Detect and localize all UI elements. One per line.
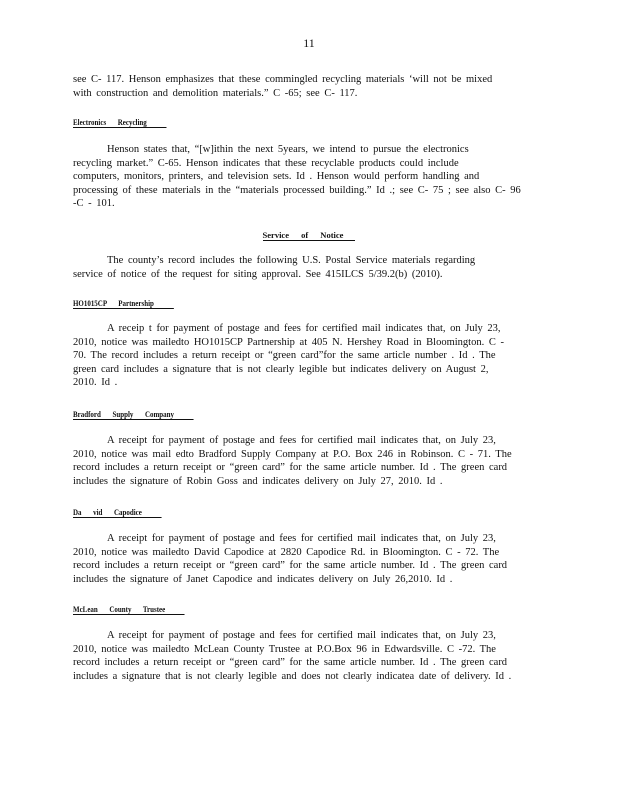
page-number: 11 xyxy=(303,36,315,50)
text-line: 2010. Id . xyxy=(73,377,118,388)
text-line: green card includes a signature that is not clearly legible but indicates delivery on August 2, xyxy=(73,363,489,375)
text-line: 2010, notice was mailedto HO1015CP Partnership at 405 N. Hershey Road in Bloomington. C - xyxy=(73,336,504,348)
text-line: 70. The record includes a return receipt or “green card”for the same article number . Id . The xyxy=(73,350,496,361)
capodice-paragraph xyxy=(73,532,535,586)
intro-paragraph xyxy=(73,73,535,100)
text-line: A receip t for payment of postage and fees for certified mail indicates that, on July 23, xyxy=(107,323,501,334)
text-line: includes a signature that is not clearly legible and does not clearly indicatea date of delivery. Id . xyxy=(73,670,512,682)
section-heading-mclean: McLean County Trustee xyxy=(73,604,185,614)
text-line: includes the signature of Robin Goss and indicates delivery on July 27, 2010. Id . xyxy=(73,475,443,487)
text-line: 2010, notice was mailedto David Capodice at 2820 Capodice Rd. in Bloomington. C - 72. The xyxy=(73,546,500,558)
text-line: service of notice of the request for siting approval. See 415ILCS 5/39.2(b) (2010). xyxy=(73,268,443,280)
text-line: computers, monitors, printers, and television sets. Id . Henson would perform handling and xyxy=(73,171,480,182)
text-line: record includes a return receipt or “green card” for the same article number. Id . The green card xyxy=(73,657,508,668)
mclean-paragraph xyxy=(73,629,535,683)
section-heading-ho1015cp: HO1015CP Partnership xyxy=(73,298,174,308)
text-line: with construction and demolition materials.” C -65; see C- 117. xyxy=(73,87,358,99)
text-line: -C - 101. xyxy=(73,198,115,209)
text-line: A receipt for payment of postage and fees for certified mail indicates that, on July 23, xyxy=(107,533,496,544)
text-line: A receipt for payment of postage and fees for certified mail indicates that, on July 23, xyxy=(107,630,496,641)
ho1015cp-paragraph xyxy=(73,322,535,390)
service-paragraph xyxy=(73,254,535,281)
text-line: recycling market.” C-65. Henson indicates that these recyclable products could include xyxy=(73,157,459,169)
text-line: 2010, notice was mailedto McLean County Trustee at P.O.Box 96 in Edwardsville. C -72. The xyxy=(73,643,496,655)
text-line: The county’s record includes the following U.S. Postal Service materials regarding xyxy=(107,255,476,266)
text-line: processing of these materials in the “materials processed building.” Id .; see C- 75 ; see also C- 96 xyxy=(73,184,521,196)
section-heading-bradford: Bradford Supply Company xyxy=(73,409,194,419)
bradford-paragraph xyxy=(73,434,535,488)
text-line: Henson states that, “[w]ithin the next 5years, we intend to pursue the electronics xyxy=(107,144,469,155)
text-line: includes the signature of Janet Capodice and indicates delivery on July 26,2010. Id . xyxy=(73,573,453,585)
text-line: 2010, notice was mail edto Bradford Supply Company at P.O. Box 246 in Robinson. C - 71. The xyxy=(73,448,512,460)
text-line: see C- 117. Henson emphasizes that these commingled recycling materials ‘will not be mixed xyxy=(73,74,493,85)
text-line: record includes a return receipt or “green card” for the same article number. Id . The green card xyxy=(73,560,508,571)
section-heading-capodice: Da vid Capodice xyxy=(73,507,162,517)
text-line: record includes a return receipt or “green card” for the same article number. Id . The green card xyxy=(73,462,508,473)
electronics-paragraph xyxy=(73,143,535,211)
text-line: A receipt for payment of postage and fees for certified mail indicates that, on July 23, xyxy=(107,435,496,446)
section-heading-service: Service of Notice xyxy=(0,230,618,240)
section-heading-electronics: Electronics Recycling xyxy=(73,117,166,127)
